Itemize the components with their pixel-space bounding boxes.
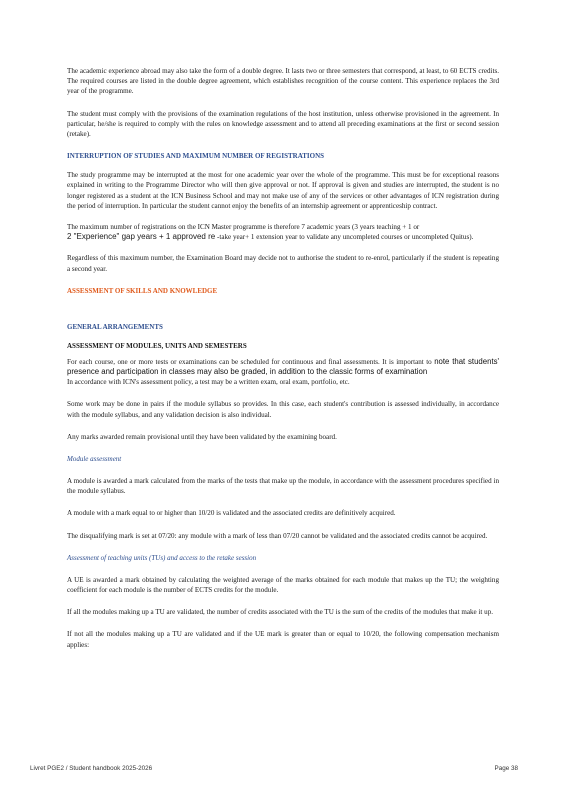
paragraph-tu-credits: If all the modules making up a TU are validated, the number of credits associated with the TU is the sum of the credits of the modules that make it up. — [67, 608, 494, 617]
text-max-registrations-c: -take year+ 1 extension year to validate any uncompleted courses or uncompleted Quitus). — [217, 233, 474, 242]
page-body — [67, 66, 499, 662]
subheading-teaching-units: Assessment of teaching units (TUs) and access to the retake session — [67, 553, 257, 562]
paragraph-interruption: The study programme may be interrupted at the most for one academic year over the whole of the programme. This must be for exceptional reasons explained in writing to the Programme Director who will then give approval or not. If approval is given and studies are interrupted, the student is no longer registered as a student at the ICN Business School and may not make use of any of the services or other advantages of ICN registration during the period of interruption. In particular the student cannot enjoy the benefits of an internship agreement or apprenticeship contract. — [67, 171, 499, 210]
paragraph-module-mark: A module is awarded a mark calculated from the marks of the tests that make up the module, in accordance with the assessment procedures specified in the module syllabus. — [67, 477, 499, 496]
paragraph-double-degree: The academic experience abroad may also take the form of a double degree. It lasts two or three semesters that correspond, at least, to 60 ECTS credits. The required courses are listed in the double degree agreement, which establishes recognition of the course content. This experience replaces the 3rd year of the programme. — [67, 67, 499, 96]
heading-general-arrangements: GENERAL ARRANGEMENTS — [67, 322, 163, 331]
paragraph-exam-regulations: The student must comply with the provisions of the examination regulations of the host institution, unless otherwise provisioned in the agreement. In particular, he/she is required to comply with the rules on knowledge assessment and to attend all preceding examinations at the first or second session (retake). — [67, 109, 499, 139]
paragraph-ue-mark: A UE is awarded a mark obtained by calculating the weighted average of the marks obtained for each module that makes up the TU; the weighting coefficient for each module is the number of ECTS credits for the module. — [67, 575, 499, 595]
heading-assessment-modules: ASSESSMENT OF MODULES, UNITS AND SEMESTERS — [67, 341, 247, 350]
text-max-registrations-a: The maximum number of registrations on the ICN Master programme is therefore 7 academic years (3 years teaching + 1 or — [67, 223, 420, 232]
paragraph-compensation: If not all the modules making up a TU are validated and if the UE mark is greater than or equal to 10/20, the following compensation mechanism applies: — [67, 630, 499, 649]
text-tests-b: note that students' presence and participation in classes may also be graded, in addition to the classic forms of examination — [67, 356, 499, 377]
heading-interruption: INTERRUPTION OF STUDIES AND MAXIMUM NUMBER OF REGISTRATIONS — [67, 152, 325, 161]
paragraph-max-registrations — [67, 222, 499, 242]
paragraph-module-validated: A module with a mark equal to or higher than 10/20 is validated and the associated credits are definitively acquired. — [67, 509, 396, 518]
paragraph-disqualifying-mark: The disqualifying mark is set at 07/20: any module with a mark of less than 07/20 cannot be validated and the associated credits cannot be acquired. — [67, 531, 488, 540]
footer-handbook-title: Livret PGE2 / Student handbook 2025-2026 — [30, 765, 153, 772]
text-max-registrations-b: 2 "Experience" gap years + 1 approved re — [67, 232, 216, 242]
footer-page-number: Page 38 — [494, 765, 518, 772]
text-tests-a: For each course, one or more tests or examinations can be scheduled for continuous and final assessments. It is important to — [67, 357, 432, 366]
heading-assessment-skills: ASSESSMENT OF SKILLS AND KNOWLEDGE — [67, 286, 218, 295]
paragraph-examination-board: Regardless of this maximum number, the Examination Board may decide not to authorise the student to re-enrol, particularly if the student is repeating a second year. — [67, 254, 499, 273]
paragraph-tests-examinations — [67, 357, 499, 388]
paragraph-pair-work: Some work may be done in pairs if the module syllabus so provides. In this case, each student's contribution is assessed individually, in accordance with the module syllabus, and any validation decision is also individual. — [67, 400, 499, 419]
paragraph-provisional-marks: Any marks awarded remain provisional until they have been validated by the examining board. — [67, 432, 337, 441]
text-tests-c: In accordance with ICN's assessment policy, a test may be a written exam, oral exam, portfolio, etc. — [67, 378, 350, 387]
subheading-module-assessment: Module assessment — [67, 455, 122, 464]
